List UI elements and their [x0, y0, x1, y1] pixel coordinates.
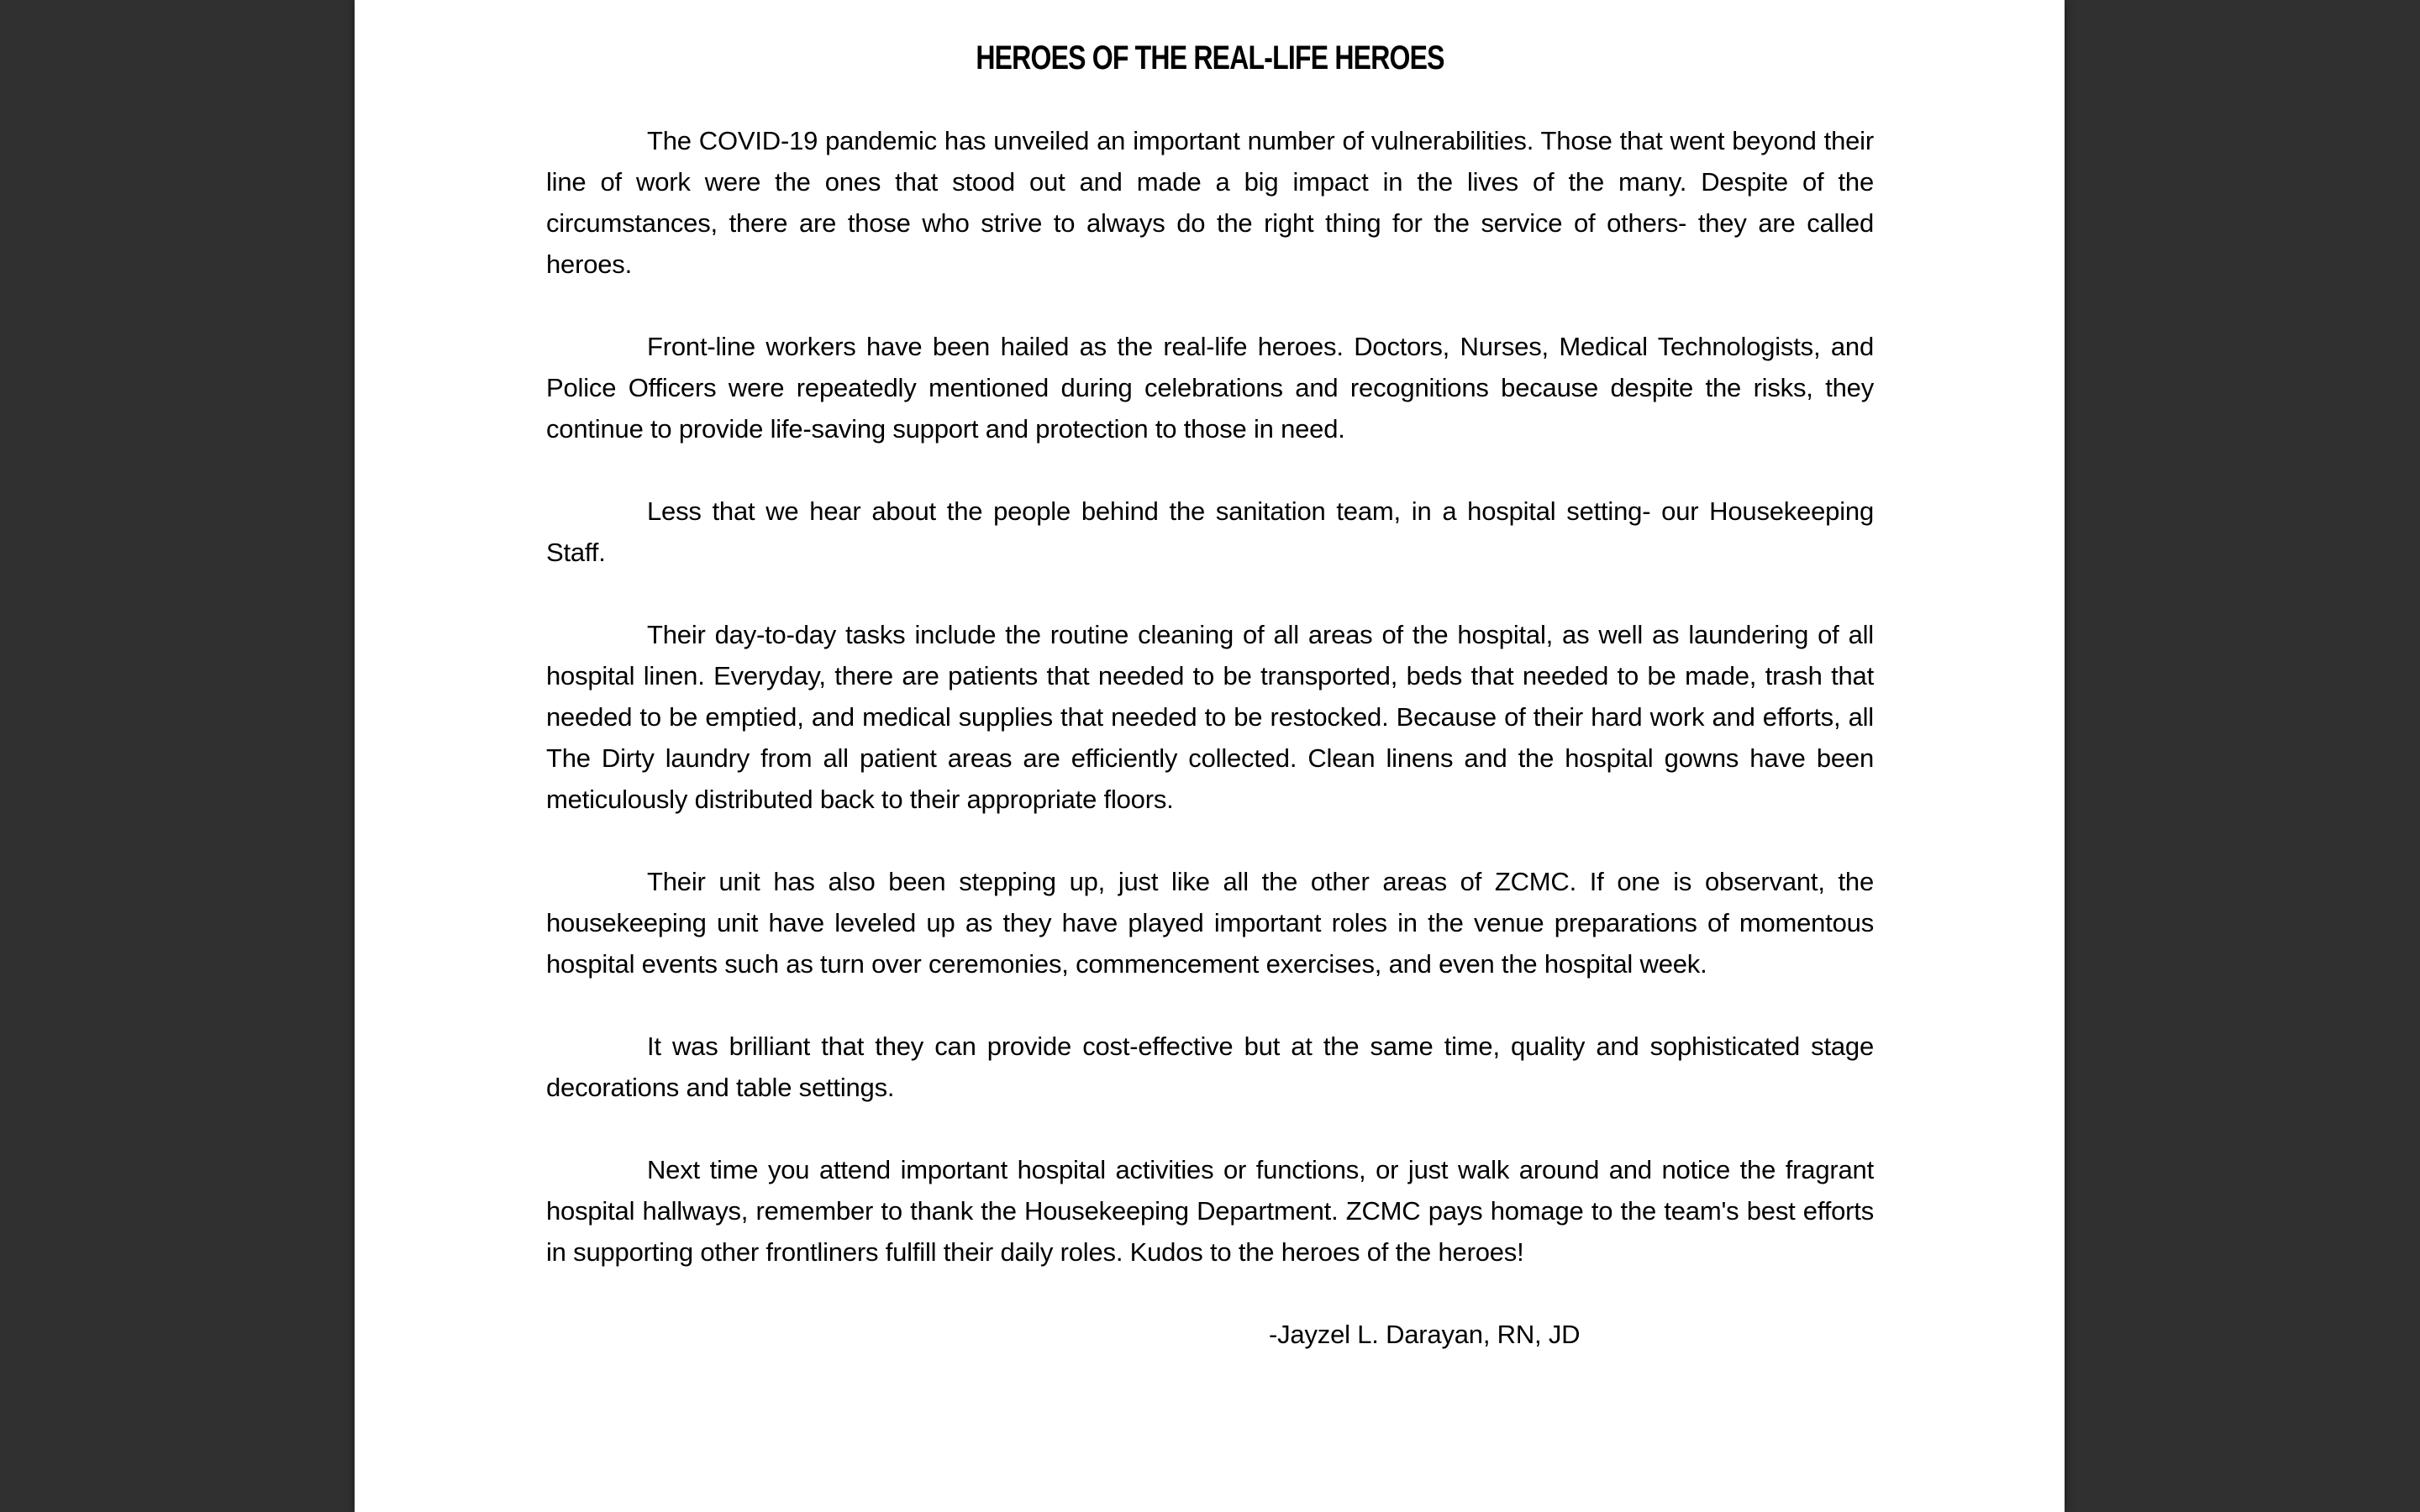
paragraph[interactable]: Their unit has also been stepping up, just like all the other areas of ZCMC. If one is observant, the housekeeping unit have leveled up as they have played important roles in the venue preparations of momentous hospital events such as turn over ceremonies, commencement exercises, and even the hospital week. [546, 867, 1874, 979]
paragraph[interactable]: The COVID-19 pandemic has unveiled an important number of vulnerabilities. Those that went beyond their line of work were the ones that stood out and made a big impact in the lives of the many. Despite of the circumstances, there are those who strive to always do the right thing for the service of others- they are called heroes. [546, 126, 1874, 279]
signature-line[interactable]: -Jayzel L. Darayan, RN, JD [1269, 1320, 1581, 1349]
paragraph[interactable]: Their day-to-day tasks include the routine cleaning of all areas of the hospital, as well as laundering of all hospital linen. Everyday, there are patients that needed to be transported, beds that needed to be made, trash that needed to be emptied, and medical supplies that needed to be restocked. Because of their hard work and efforts, all The Dirty laundry from all patient areas are efficiently collected. Clean linens and the hospital gowns have been meticulously distributed back to their appropriate floors. [546, 620, 1874, 814]
paragraph[interactable]: It was brilliant that they can provide cost-effective but at the same time, quality and sophisticated stage decorations and table settings. [546, 1032, 1874, 1102]
document-title[interactable]: HEROES OF THE REAL-LIFE HEROES [976, 39, 1444, 76]
paragraph[interactable]: Front-line workers have been hailed as the real-life heroes. Doctors, Nurses, Medical Technologists, and Police Officers were repeatedly mentioned during celebrations and recognitions because despite the risks, they continue to provide life-saving support and protection to those in need. [546, 332, 1874, 444]
document-body [546, 120, 1874, 1273]
paragraph[interactable]: Next time you attend important hospital activities or functions, or just walk around and notice the fragrant hospital hallways, remember to thank the Housekeeping Department. ZCMC pays homage to the team's best efforts in supporting other frontliners fulfill their daily roles. Kudos to the heroes of the heroes! [546, 1155, 1874, 1267]
paragraph[interactable]: Less that we hear about the people behind the sanitation team, in a hospital setting- our Housekeeping Staff. [546, 496, 1874, 567]
document-page[interactable] [355, 0, 2065, 1512]
